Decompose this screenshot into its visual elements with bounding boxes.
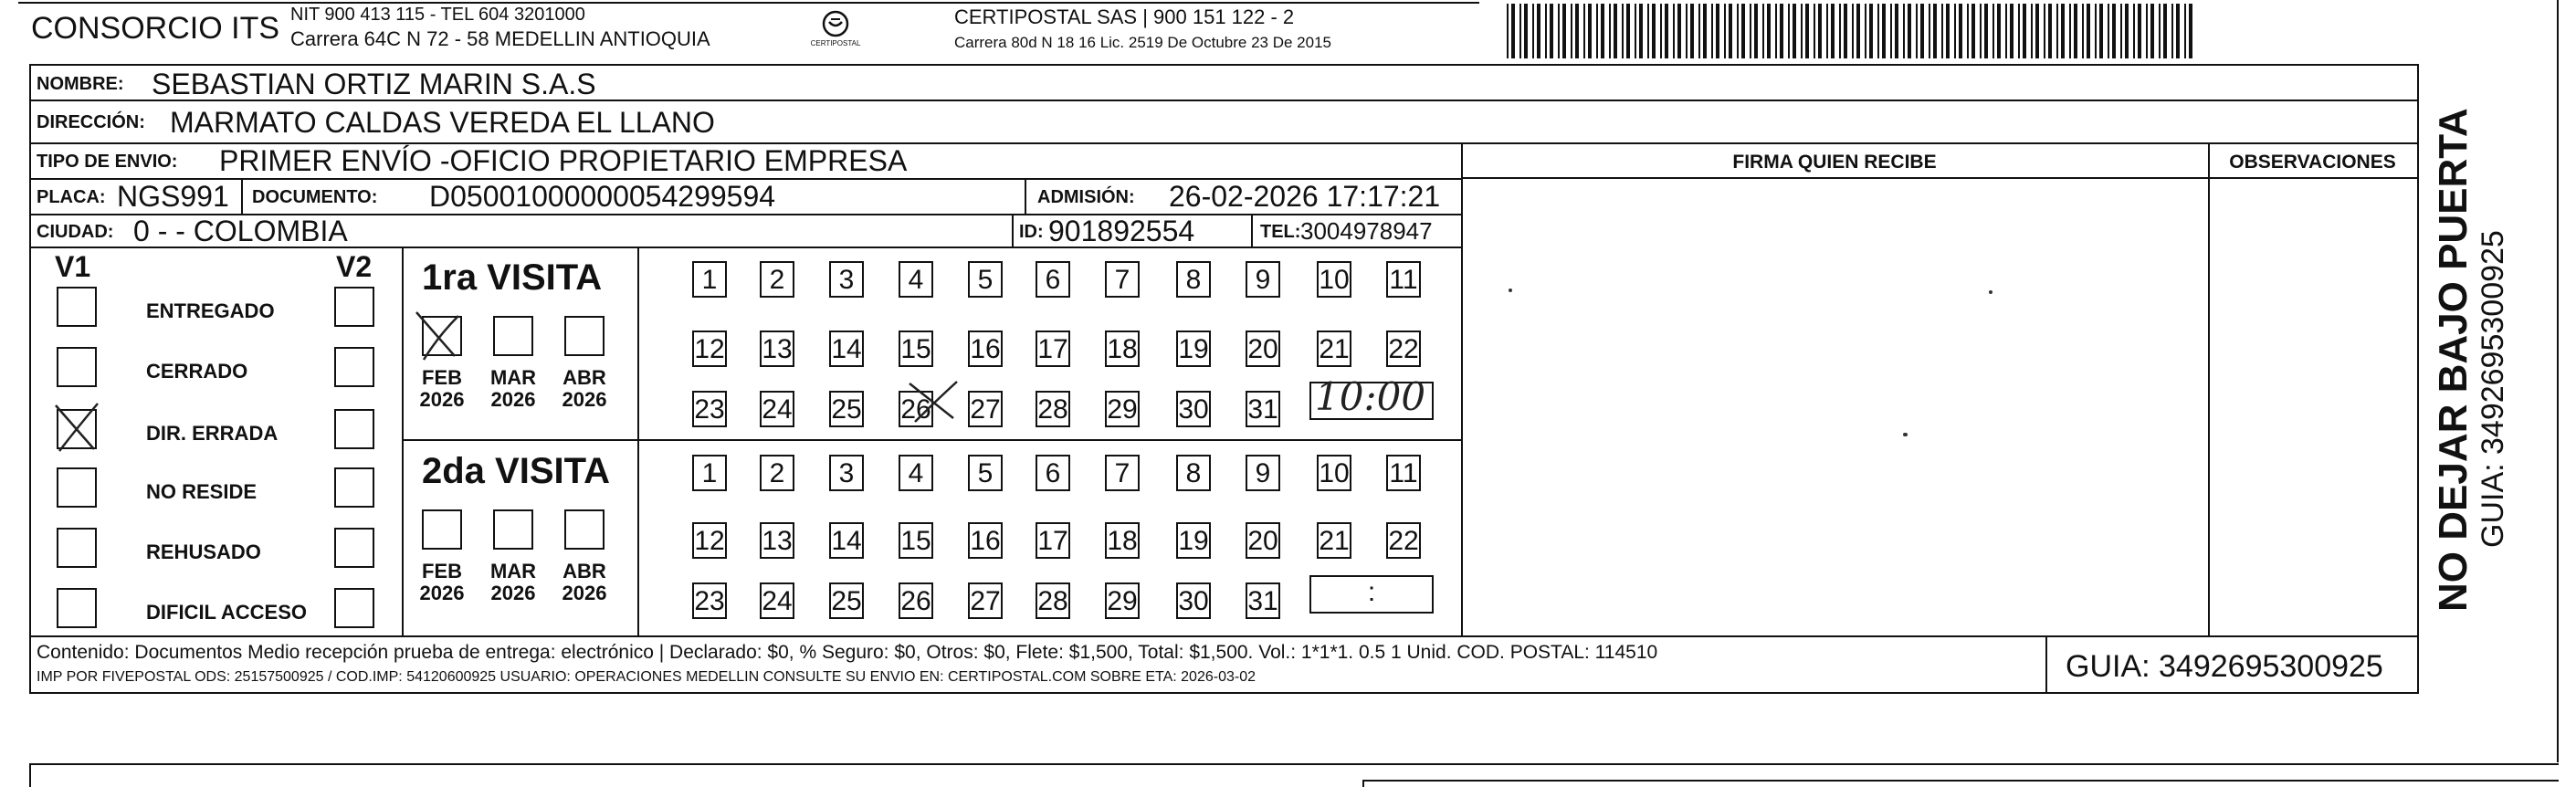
barcode-bar <box>1677 4 1681 58</box>
barcode-bar <box>1690 4 1694 58</box>
barcode-bar <box>2146 4 2148 58</box>
barcode-bar <box>1997 4 2001 58</box>
admision-label: ADMISIÓN: <box>1037 187 1135 207</box>
day-box[interactable]: 5 <box>968 455 1003 491</box>
month-label <box>555 367 614 411</box>
ciudad-label: CIUDAD: <box>37 222 114 242</box>
barcode-bar <box>1665 4 1668 58</box>
barcode-bar <box>1801 4 1803 58</box>
day-box[interactable]: 20 <box>1246 331 1280 367</box>
day-box[interactable]: 8 <box>1176 455 1211 491</box>
barcode-bar <box>2044 4 2045 58</box>
day-box[interactable]: 22 <box>1386 331 1421 367</box>
month-name: MAR <box>489 366 537 389</box>
barcode-bar <box>1839 4 1841 58</box>
barcode-bar <box>1626 4 1630 58</box>
barcode-bar <box>1916 4 1918 58</box>
logo-text: CERTIPOSTAL <box>810 39 861 47</box>
barcode-bar <box>2061 4 2065 58</box>
id-label: ID: <box>1019 222 1044 242</box>
direccion-value: MARMATO CALDAS VEREDA EL LLANO <box>170 106 715 139</box>
barcode-bar <box>1890 4 1892 58</box>
status-v2-checkbox[interactable] <box>334 467 374 508</box>
month-checkbox[interactable] <box>493 316 533 356</box>
day-box[interactable]: 22 <box>1386 522 1421 559</box>
certipostal-logo <box>804 7 867 55</box>
status-v1-checkbox[interactable] <box>57 287 97 327</box>
barcode-bar <box>1686 4 1688 58</box>
row-line <box>2208 177 2417 179</box>
day-box[interactable]: 31 <box>1246 391 1280 427</box>
month-year: 2026 <box>419 582 465 604</box>
right-edge-line <box>2557 0 2559 762</box>
barcode-bar <box>2048 4 2052 58</box>
barcode-bar <box>1545 4 1547 58</box>
month-checkbox[interactable] <box>564 316 605 356</box>
day-box[interactable]: 10 <box>1317 261 1351 298</box>
barcode-bar <box>1920 4 1924 58</box>
day-box[interactable]: 12 <box>692 522 727 559</box>
barcode-bar <box>2184 4 2186 58</box>
v2-header: V2 <box>336 250 373 283</box>
lower-form-inner-left <box>1362 780 1364 787</box>
day-box[interactable]: 21 <box>1317 331 1351 367</box>
status-label: REHUSADO <box>146 540 261 563</box>
visit-divider <box>402 439 1461 441</box>
observaciones-header: OBSERVACIONES <box>2229 152 2396 173</box>
firma-header-line <box>1461 177 2208 179</box>
barcode-image <box>1507 4 2196 58</box>
month-name: FEB <box>422 560 462 582</box>
day-box[interactable]: 11 <box>1386 261 1421 298</box>
day-box[interactable]: 25 <box>829 391 864 427</box>
footer-contenido: Contenido: Documentos Medio recepción prueba de entrega: electrónico | Declarado: $0, % Seguro: $0, Otros: $0, Flete: $1,500, Total: $1,500. Vol.: 1*1*1. 0.5 1 Unid. COD. POSTAL: 114510 <box>37 642 1658 663</box>
barcode-bar <box>1571 4 1572 58</box>
admision-value: 26-02-2026 17:17:21 <box>1169 180 1441 213</box>
ink-dot <box>1509 289 1512 292</box>
barcode-bar <box>2035 4 2039 58</box>
barcode-bar <box>1507 4 1509 58</box>
footer-guia: GUIA: 3492695300925 <box>2066 649 2383 684</box>
day-box[interactable]: 20 <box>1246 522 1280 559</box>
status-v2-checkbox[interactable] <box>334 588 374 628</box>
day-box[interactable]: 27 <box>968 391 1003 427</box>
day-box[interactable]: 11 <box>1386 455 1421 491</box>
month-checkbox[interactable] <box>564 509 605 550</box>
day-box[interactable]: 16 <box>968 522 1003 559</box>
barcode-bar <box>1635 4 1636 58</box>
lower-form-edge <box>29 763 2559 765</box>
certipostal-line2: Carrera 80d N 18 16 Lic. 2519 De Octubre 23 De 2015 <box>954 34 1331 51</box>
barcode-bar <box>2031 4 2033 58</box>
day-box[interactable]: 30 <box>1176 391 1211 427</box>
day-box[interactable]: 9 <box>1246 261 1280 298</box>
barcode-bar <box>1831 4 1835 58</box>
lower-form-inner <box>1362 780 2559 782</box>
no-dejar-bajo-puerta: NO DEJAR BAJO PUERTA <box>2431 108 2476 612</box>
barcode-bar <box>2138 4 2141 58</box>
day-box[interactable]: 29 <box>1105 582 1140 619</box>
col-line-days <box>637 247 639 635</box>
day-box[interactable]: 5 <box>968 261 1003 298</box>
barcode-bar <box>1537 4 1540 58</box>
day-box[interactable]: 18 <box>1105 522 1140 559</box>
barcode-bar <box>1929 4 1930 58</box>
day-box[interactable]: 14 <box>829 522 864 559</box>
barcode-bar <box>1601 4 1604 58</box>
status-v2-checkbox[interactable] <box>334 528 374 568</box>
top-header-line <box>18 2 1479 4</box>
day-box[interactable]: 21 <box>1317 522 1351 559</box>
direccion-label: DIRECCIÓN: <box>37 112 145 132</box>
side-panel <box>2424 91 2510 612</box>
day-box[interactable]: 1 <box>692 455 727 491</box>
barcode-bar <box>1622 4 1624 58</box>
barcode-bar <box>1737 4 1739 58</box>
barcode-bar <box>2095 4 2097 58</box>
day-box[interactable]: 10 <box>1317 455 1351 491</box>
placa-value: NGS991 <box>117 180 229 213</box>
v1-header: V1 <box>55 250 91 283</box>
month-year: 2026 <box>490 582 536 604</box>
barcode-bar <box>2010 4 2013 58</box>
barcode-bar <box>1729 4 1732 58</box>
barcode-bar <box>1852 4 1854 58</box>
day-box[interactable]: 2 <box>760 455 794 491</box>
day-box[interactable]: 12 <box>692 331 727 367</box>
day-box[interactable]: 14 <box>829 331 864 367</box>
nombre-label: NOMBRE: <box>37 74 124 94</box>
barcode-bar <box>1946 4 1950 58</box>
day-box[interactable]: 6 <box>1036 261 1070 298</box>
col-line-id <box>1012 214 1014 247</box>
barcode-bar <box>1562 4 1566 58</box>
barcode-bar <box>1524 4 1528 58</box>
day-box[interactable]: 19 <box>1176 522 1211 559</box>
barcode-bar <box>2163 4 2167 58</box>
barcode <box>1507 4 2196 58</box>
status-v2-checkbox[interactable] <box>334 409 374 449</box>
day-box[interactable]: 24 <box>760 391 794 427</box>
day-box[interactable]: 13 <box>760 331 794 367</box>
tel-value: 3004978947 <box>1300 217 1433 245</box>
status-v1-checkbox[interactable] <box>57 409 97 449</box>
barcode-bar <box>1971 4 1975 58</box>
status-v1-checkbox[interactable] <box>57 528 97 568</box>
day-box[interactable]: 7 <box>1105 455 1140 491</box>
day-box[interactable]: 3 <box>829 455 864 491</box>
day-box[interactable]: 26 <box>899 391 933 427</box>
day-box[interactable]: 24 <box>760 582 794 619</box>
barcode-bar <box>1984 4 1988 58</box>
barcode-bar <box>1775 4 1777 58</box>
month-year: 2026 <box>419 388 465 411</box>
barcode-bar <box>1698 4 1700 58</box>
ink-dot <box>1903 433 1908 436</box>
day-box[interactable]: 15 <box>899 522 933 559</box>
footer-line <box>29 635 2419 637</box>
col-line-admision <box>1025 178 1026 214</box>
month-checkbox[interactable] <box>422 316 462 356</box>
barcode-bar <box>1754 4 1758 58</box>
second-visit-title: 2da VISITA <box>422 451 610 491</box>
col-line-observaciones <box>2208 142 2210 635</box>
barcode-bar <box>1856 4 1860 58</box>
day-box[interactable]: 18 <box>1105 331 1140 367</box>
month-name: ABR <box>563 560 606 582</box>
month-label <box>484 367 542 411</box>
status-v1-checkbox[interactable] <box>57 467 97 508</box>
company-name: CONSORCIO ITS <box>31 11 280 46</box>
day-box[interactable]: 29 <box>1105 391 1140 427</box>
barcode-bar <box>1519 4 1521 58</box>
barcode-bar <box>1750 4 1751 58</box>
barcode-bar <box>1959 4 1962 58</box>
barcode-bar <box>1877 4 1879 58</box>
placa-label: PLACA: <box>37 187 106 207</box>
barcode-bar <box>2176 4 2180 58</box>
month-label <box>555 561 614 604</box>
barcode-bar <box>1639 4 1643 58</box>
barcode-bar <box>2056 4 2058 58</box>
barcode-bar <box>1865 4 1866 58</box>
barcode-bar <box>2087 4 2090 58</box>
barcode-bar <box>2125 4 2129 58</box>
barcode-bar <box>2120 4 2122 58</box>
barcode-bar <box>1767 4 1771 58</box>
barcode-bar <box>2108 4 2109 58</box>
barcode-bar <box>1980 4 1982 58</box>
barcode-bar <box>1788 4 1790 58</box>
nit-line: NIT 900 413 115 - TEL 604 3201000 <box>290 5 585 25</box>
tipo-label: TIPO DE ENVIO: <box>37 152 178 172</box>
barcode-bar <box>1575 4 1579 58</box>
barcode-bar <box>2099 4 2103 58</box>
status-v2-checkbox[interactable] <box>334 287 374 327</box>
day-box[interactable]: 26 <box>899 582 933 619</box>
barcode-bar <box>2018 4 2020 58</box>
barcode-bar <box>1908 4 1911 58</box>
tel-label: TEL: <box>1260 222 1301 242</box>
barcode-bar <box>1954 4 1956 58</box>
barcode-bar <box>1550 4 1553 58</box>
barcode-bar <box>1762 4 1764 58</box>
barcode-bar <box>1882 4 1886 58</box>
day-box[interactable]: 28 <box>1036 582 1070 619</box>
lower-form-left <box>29 763 31 787</box>
month-checkbox[interactable] <box>493 509 533 550</box>
barcode-bar <box>1780 4 1783 58</box>
day-box[interactable]: 31 <box>1246 582 1280 619</box>
barcode-bar <box>1903 4 1905 58</box>
barcode-bar <box>2171 4 2173 58</box>
barcode-bar <box>1805 4 1809 58</box>
barcode-bar <box>1511 4 1515 58</box>
barcode-bar <box>1588 4 1592 58</box>
status-label: ENTREGADO <box>146 299 275 322</box>
day-box[interactable]: 23 <box>692 582 727 619</box>
address-line: Carrera 64C N 72 - 58 MEDELLIN ANTIOQUIA <box>290 27 710 50</box>
month-year: 2026 <box>562 582 607 604</box>
day-box[interactable]: 17 <box>1036 522 1070 559</box>
month-year: 2026 <box>490 388 536 411</box>
first-visit-time: 10:00 <box>1315 374 1426 419</box>
barcode-bar <box>2023 4 2026 58</box>
status-v1-checkbox[interactable] <box>57 347 97 387</box>
day-box[interactable]: 8 <box>1176 261 1211 298</box>
barcode-bar <box>2005 4 2007 58</box>
ink-dot <box>1989 290 1992 294</box>
side-guia: GUIA: 3492695300925 <box>2476 230 2510 548</box>
nombre-value: SEBASTIAN ORTIZ MARIN S.A.S <box>152 68 596 100</box>
status-label: CERRADO <box>146 360 248 383</box>
barcode-bar <box>1673 4 1675 58</box>
day-box[interactable]: 25 <box>829 582 864 619</box>
month-year: 2026 <box>562 388 607 411</box>
barcode-bar <box>1652 4 1656 58</box>
barcode-bar <box>1609 4 1611 58</box>
id-value: 901892554 <box>1048 215 1195 247</box>
day-box[interactable]: 6 <box>1036 455 1070 491</box>
firma-header: FIRMA QUIEN RECIBE <box>1732 152 1937 173</box>
barcode-bar <box>1895 4 1898 58</box>
col-line-firma <box>1461 142 1463 635</box>
day-box[interactable]: 1 <box>692 261 727 298</box>
day-box[interactable]: 13 <box>760 522 794 559</box>
barcode-bar <box>1532 4 1534 58</box>
certipostal-line1: CERTIPOSTAL SAS | 900 151 122 - 2 <box>954 5 1295 28</box>
status-label: DIFICIL ACCESO <box>146 601 308 624</box>
month-name: ABR <box>563 366 606 389</box>
barcode-bar <box>1660 4 1662 58</box>
barcode-bar <box>1711 4 1713 58</box>
barcode-bar <box>1596 4 1598 58</box>
barcode-bar <box>1647 4 1649 58</box>
day-box[interactable]: 9 <box>1246 455 1280 491</box>
documento-value: D05001000000054299594 <box>429 180 776 213</box>
day-box[interactable]: 28 <box>1036 391 1070 427</box>
first-visit-title: 1ra VISITA <box>422 257 603 298</box>
day-box[interactable]: 30 <box>1176 582 1211 619</box>
status-label: DIR. ERRADA <box>146 422 279 445</box>
barcode-bar <box>1844 4 1847 58</box>
day-box[interactable]: 3 <box>829 261 864 298</box>
barcode-bar <box>1716 4 1719 58</box>
barcode-bar <box>1941 4 1943 58</box>
day-box[interactable]: 16 <box>968 331 1003 367</box>
barcode-bar <box>1818 4 1822 58</box>
day-box[interactable]: 19 <box>1176 331 1211 367</box>
barcode-bar <box>1814 4 1815 58</box>
status-label: NO RESIDE <box>146 480 258 503</box>
barcode-bar <box>2189 4 2192 58</box>
month-label <box>413 367 471 411</box>
month-label <box>413 561 471 604</box>
month-name: MAR <box>489 560 537 582</box>
status-v2-checkbox[interactable] <box>334 347 374 387</box>
barcode-bar <box>2069 4 2071 58</box>
barcode-bar <box>1967 4 1969 58</box>
month-checkbox[interactable] <box>422 509 462 550</box>
day-box[interactable]: 27 <box>968 582 1003 619</box>
day-box[interactable]: 2 <box>760 261 794 298</box>
month-label <box>484 561 542 604</box>
col-line-placa <box>241 178 243 214</box>
col-line-tel <box>1251 214 1253 247</box>
certipostal-logo-icon <box>804 7 867 55</box>
barcode-bar <box>2150 4 2154 58</box>
barcode-bar <box>1992 4 1994 58</box>
barcode-bar <box>1933 4 1937 58</box>
month-name: FEB <box>422 366 462 389</box>
second-visit-time: : <box>1367 577 1376 607</box>
barcode-bar <box>1793 4 1796 58</box>
day-box[interactable]: 7 <box>1105 261 1140 298</box>
ciudad-value: 0 - - COLOMBIA <box>133 215 348 247</box>
barcode-bar <box>2133 4 2135 58</box>
barcode-bar <box>1614 4 1617 58</box>
barcode-bar <box>2082 4 2084 58</box>
barcode-bar <box>2112 4 2116 58</box>
status-v1-checkbox[interactable] <box>57 588 97 628</box>
documento-label: DOCUMENTO: <box>252 187 378 207</box>
barcode-bar <box>1703 4 1707 58</box>
day-box[interactable]: 23 <box>692 391 727 427</box>
day-box[interactable]: 15 <box>899 331 933 367</box>
footer-imp: IMP POR FIVEPOSTAL ODS: 25157500925 / COD.IMP: 54120600925 USUARIO: OPERACIONES MEDELLIN CONSULTE SU ENVIO EN: CERTIPOSTAL.COM SOBRE ETA: 2026-03-02 <box>37 669 1256 685</box>
barcode-bar <box>1558 4 1560 58</box>
footer-guia-divider <box>2045 635 2047 694</box>
barcode-bar <box>2074 4 2077 58</box>
barcode-bar <box>1741 4 1745 58</box>
tipo-value: PRIMER ENVÍO -OFICIO PROPIETARIO EMPRESA <box>219 144 908 177</box>
col-line-visits <box>402 247 404 635</box>
barcode-bar <box>2159 4 2161 58</box>
day-box[interactable]: 4 <box>899 455 933 491</box>
barcode-bar <box>1724 4 1726 58</box>
day-box[interactable]: 4 <box>899 261 933 298</box>
barcode-bar <box>1826 4 1828 58</box>
barcode-bar <box>1869 4 1873 58</box>
barcode-bar <box>1583 4 1585 58</box>
day-box[interactable]: 17 <box>1036 331 1070 367</box>
